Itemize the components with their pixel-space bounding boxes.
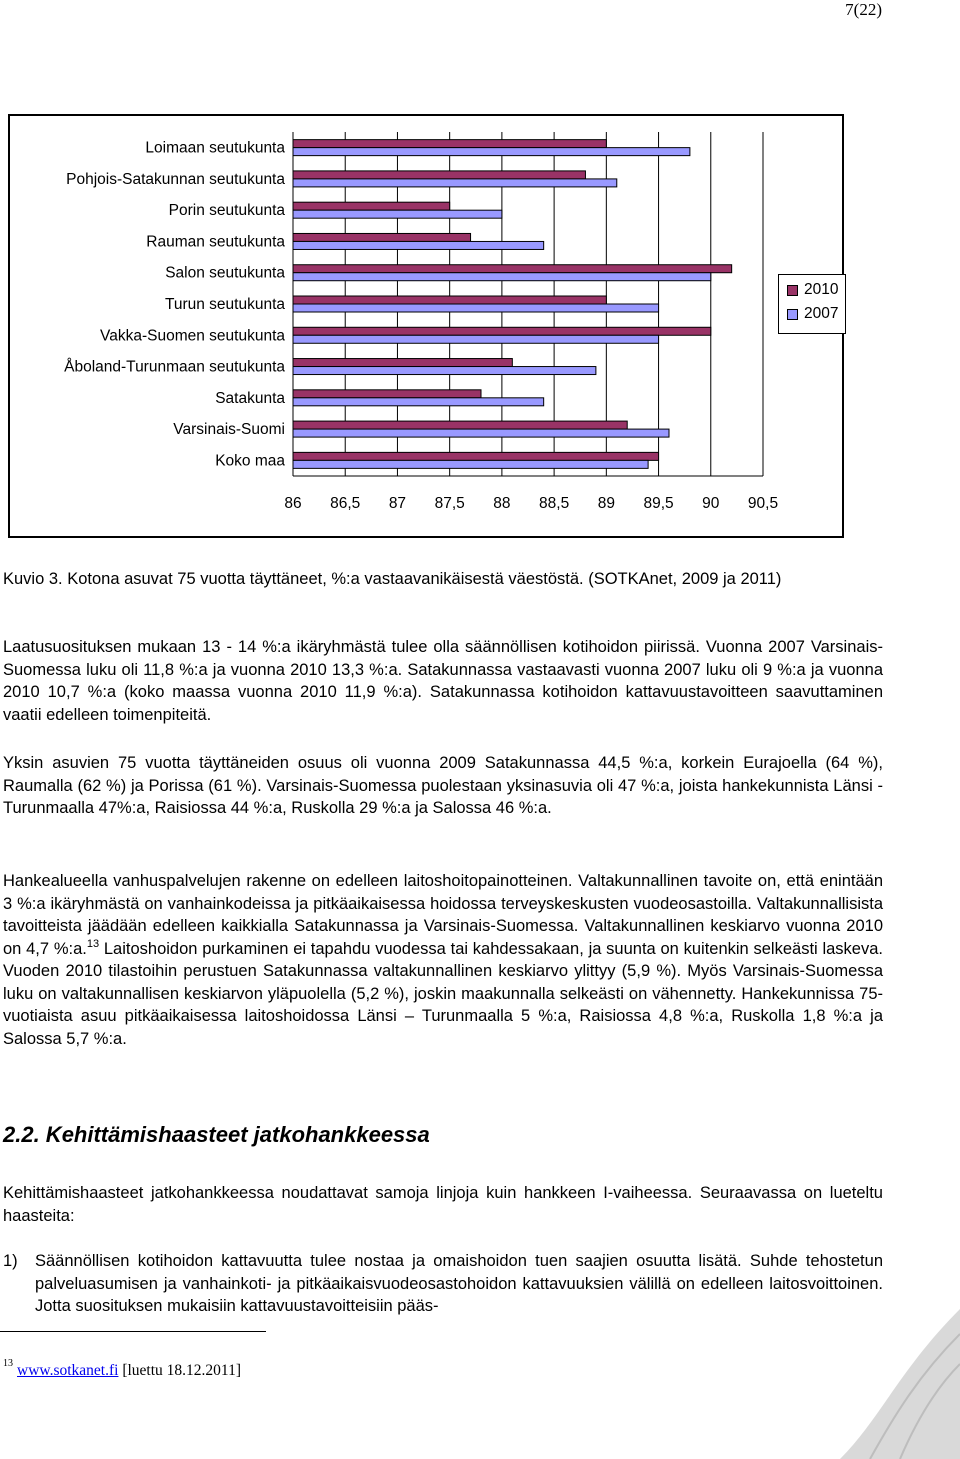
bar-2007 xyxy=(293,179,617,187)
x-tick-label: 86,5 xyxy=(330,495,361,512)
category-label: Koko maa xyxy=(215,452,285,470)
bar-2010 xyxy=(293,452,659,460)
bar-2010 xyxy=(293,359,512,367)
chart-legend xyxy=(778,274,846,334)
footnote-reference[interactable]: 13 xyxy=(86,937,100,950)
paragraph-1: Laatusuosituksen mukaan 13 - 14 %:a ikäryhmästä tulee olla säännöllisen kotihoidon piirissä. Vuonna 2007 Varsinais-Suomessa luku oli 11,8 %:a ja vuonna 2010 13,3 %:a. Satakunnassa vastaavasti vuonna 2007 luku oli 9 %:a ja vuonna 2010 10,7 %:a (koko maassa vuonna 2010 11,9 %:a). Satakunnassa kotihoidon kattavuustavoitteen saavuttaminen vaatii edelleen toimenpiteitä. xyxy=(3,638,883,724)
paragraph-3 xyxy=(3,870,883,1050)
bar-2010 xyxy=(293,171,585,179)
x-tick-label: 90,5 xyxy=(747,495,779,512)
category-label: Loimaan seutukunta xyxy=(145,139,285,157)
paragraph-3-part-a: Hankealueella vanhuspalvelujen rakenne on edelleen laitoshoitopainotteinen. Valtakunnallinen tavoite on, että enintään 3 %:a ikäryhmästä on vanhainkodeissa ja pitkäaikaisessa hoidossa terveyskeskusten vuodeosastoilla. Valtakunnallisista tavoitteista jäädään edelleen kaikkialla Satakunnassa ja Varsinais-Suomessa. Valtakunnallinen keskiarvo vuonna 2010 on 4,7 %:a. xyxy=(3,872,883,958)
bar-2010 xyxy=(293,265,732,273)
category-label: Åboland-Turunmaan seutukunta xyxy=(64,358,285,376)
footnote-text: [luettu 18.12.2011] xyxy=(118,1362,241,1379)
x-tick-label: 88 xyxy=(493,495,511,512)
paragraph-2: Yksin asuvien 75 vuotta täyttäneiden osuus oli vuonna 2009 Satakunnassa 44,5 %:a, korkein Eurajoella (64 %), Raumalla (62 %) ja Porissa (61 %). Varsinais-Suomessa puolestaan yksinasuvia oli 47 %:a, joista hankekunnista Länsi -Turunmaalla 47%:a, Raisiossa 44 %:a, Ruskolla 29 %:a ja Salossa 46 %:a. xyxy=(3,754,883,817)
bar-2007 xyxy=(293,367,596,375)
category-label: Salon seutukunta xyxy=(165,264,285,282)
x-tick-label: 89,5 xyxy=(643,495,674,512)
legend-item-0 xyxy=(787,281,838,299)
x-tick-label: 86 xyxy=(284,495,302,512)
bar-2007 xyxy=(293,460,648,468)
paragraph-3-part-b: Laitoshoidon purkaminen ei tapahdu vuodessa tai kahdessakaan, ja suunta on kuitenkin selkeästi laskeva. Vuoden 2010 tilastoihin perustuen Satakunnassa valtakunnallinen keskiarvo ylittyy (5,9 %). Myös Varsinais-Suomessa luku on valtakunnallisen keskiarvon yläpuolella (5,2 %), joskin maakunnalla selkeästi on vähennetty. Hankekunnissa 75-vuotiaista asuu pitkäaikaisessa laitoshoidossa Länsi – Turunmaalla 5 %:a, Raisiossa 4,8 %:a, Ruskolla 1,8 %:a ja Salossa 5,7 %:a. xyxy=(3,939,883,1048)
legend-swatch-1 xyxy=(787,309,798,320)
footnote-link[interactable]: www.sotkanet.fi xyxy=(17,1362,119,1379)
bar-2010 xyxy=(293,296,606,304)
category-label: Satakunta xyxy=(215,389,285,407)
list-item-text: Säännöllisen kotihoidon kattavuutta tulee nostaa ja omaishoidon tuen saajien osuutta lisätä. Suhde tehostetun palveluasumisen ja vanhainkoti- ja pitkäaikaisvuodeosastohoidon kattavuuksien välillä on edelleen laitosvoittoinen. Jotta suosituksen mukaisiin kattavuustavoitteisiin pääs- xyxy=(35,1252,883,1315)
bar-2010 xyxy=(293,421,627,429)
bar-2007 xyxy=(293,148,690,156)
bar-2010 xyxy=(293,327,711,335)
category-label: Varsinais-Suomi xyxy=(173,421,285,439)
x-tick-label: 87,5 xyxy=(434,495,465,512)
page-corner-decoration xyxy=(840,1309,960,1459)
x-tick-label: 87 xyxy=(388,495,407,512)
bar-2010 xyxy=(293,390,481,398)
list-item-number: 1) xyxy=(3,1252,18,1270)
category-label: Pohjois-Satakunnan seutukunta xyxy=(66,170,285,188)
bar-2007 xyxy=(293,210,502,218)
legend-label-0: 2010 xyxy=(804,281,839,298)
footnote-number: 13 xyxy=(3,1358,13,1369)
figure-caption: Kuvio 3. Kotona asuvat 75 vuotta täyttäneet, %:a vastaavanikäisestä väestöstä. (SOTKAnet, 2009 ja 2011) xyxy=(3,570,782,588)
bar-chart xyxy=(10,116,842,536)
bar-2007 xyxy=(293,335,659,343)
category-label: Porin seutukunta xyxy=(168,202,285,220)
bar-2007 xyxy=(293,429,669,437)
x-tick-label: 88,5 xyxy=(539,495,570,512)
category-label: Rauman seutukunta xyxy=(146,233,285,251)
bar-2010 xyxy=(293,140,606,148)
category-label: Vakka-Suomen seutukunta xyxy=(100,327,285,345)
bar-2007 xyxy=(293,241,544,249)
x-tick-label: 90 xyxy=(702,495,720,512)
bar-2007 xyxy=(293,273,711,281)
legend-label-1: 2007 xyxy=(804,305,839,322)
chart-frame xyxy=(8,114,844,538)
page-number: 7(22) xyxy=(845,0,882,19)
legend-swatch-0 xyxy=(787,285,798,296)
bar-2010 xyxy=(293,202,450,210)
legend-item-1 xyxy=(787,305,838,323)
footnote xyxy=(3,1358,241,1380)
x-tick-label: 89 xyxy=(597,495,615,512)
section-heading: 2.2. Kehittämishaasteet jatkohankkeessa xyxy=(3,1122,430,1147)
footnote-divider xyxy=(0,1331,266,1332)
bar-2007 xyxy=(293,304,659,312)
bar-2010 xyxy=(293,233,471,241)
category-label: Turun seutukunta xyxy=(164,296,285,313)
bar-2007 xyxy=(293,398,544,406)
section-intro: Kehittämishaasteet jatkohankkeessa noudattavat samoja linjoja kuin hankkeen I-vaiheessa. Seuraavassa on lueteltu haasteita: xyxy=(3,1184,883,1225)
